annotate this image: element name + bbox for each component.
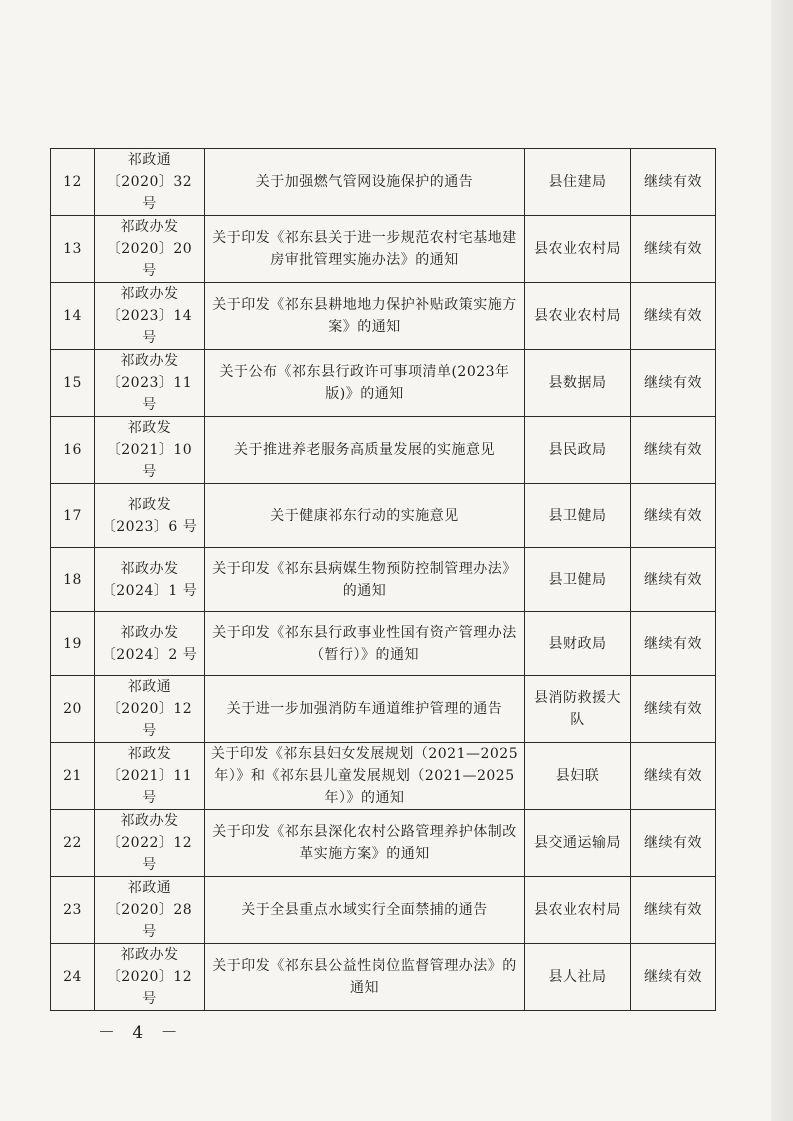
code-number: 〔2024〕2 号 [101, 646, 198, 663]
responsible-department: 县农业农村局 [525, 877, 631, 944]
document-title: 关于印发《祁东县耕地地力保护补贴政策实施方案》的通知 [205, 283, 525, 350]
document-code [95, 612, 205, 676]
code-number: 〔2022〕12 号 [106, 835, 193, 873]
code-type: 祁政发 [127, 496, 172, 513]
responsible-department: 县民政局 [525, 417, 631, 484]
document-code [95, 484, 205, 548]
code-type: 祁政办发 [120, 219, 179, 235]
row-number: 20 [51, 676, 95, 743]
row-number: 19 [51, 612, 95, 676]
document-code [95, 743, 205, 810]
validity-status: 继续有效 [631, 676, 716, 743]
responsible-department: 县交通运输局 [525, 810, 631, 877]
code-number: 〔2021〕11 号 [106, 768, 193, 806]
document-title: 关于进一步加强消防车通道维护管理的通告 [205, 676, 525, 743]
code-type: 祁政通 [127, 880, 172, 896]
document-code [95, 548, 205, 612]
row-number: 16 [51, 417, 95, 484]
document-code [95, 283, 205, 350]
code-type: 祁政发 [127, 746, 172, 762]
document-title: 关于健康祁东行动的实施意见 [205, 484, 525, 548]
code-type: 祁政通 [127, 152, 172, 168]
table-row [51, 216, 716, 283]
table-row [51, 149, 716, 216]
document-code [95, 810, 205, 877]
responsible-department: 县人社局 [525, 944, 631, 1011]
document-title: 关于全县重点水域实行全面禁捕的通告 [205, 877, 525, 944]
validity-status: 继续有效 [631, 743, 716, 810]
code-number: 〔2024〕1 号 [101, 582, 198, 599]
validity-status: 继续有效 [631, 548, 716, 612]
table-row [51, 877, 716, 944]
table-row [51, 283, 716, 350]
row-number: 17 [51, 484, 95, 548]
document-title: 关于印发《祁东县公益性岗位监督管理办法》的通知 [205, 944, 525, 1011]
responsible-department: 县消防救援大队 [525, 676, 631, 743]
row-number: 21 [51, 743, 95, 810]
code-number: 〔2020〕28 号 [106, 902, 193, 940]
code-type: 祁政办发 [120, 353, 179, 369]
document-title: 关于加强燃气管网设施保护的通告 [205, 149, 525, 216]
row-number: 14 [51, 283, 95, 350]
document-title: 关于印发《祁东县深化农村公路管理养护体制改革实施方案》的通知 [205, 810, 525, 877]
code-number: 〔2020〕32 号 [106, 174, 193, 212]
page-edge-shadow [771, 0, 793, 1121]
code-number: 〔2023〕14 号 [106, 308, 193, 346]
document-title: 关于印发《祁东县病媒生物预防控制管理办法》的通知 [205, 548, 525, 612]
responsible-department: 县住建局 [525, 149, 631, 216]
responsible-department: 县数据局 [525, 350, 631, 417]
document-list-table [50, 148, 716, 1011]
table-row [51, 944, 716, 1011]
validity-status: 继续有效 [631, 283, 716, 350]
table-row [51, 484, 716, 548]
row-number: 23 [51, 877, 95, 944]
document-code [95, 216, 205, 283]
document-code [95, 149, 205, 216]
responsible-department: 县卫健局 [525, 484, 631, 548]
document-code [95, 417, 205, 484]
document-code [95, 676, 205, 743]
code-type: 祁政发 [127, 420, 172, 436]
code-number: 〔2020〕12 号 [106, 969, 193, 1007]
document-title: 关于推进养老服务高质量发展的实施意见 [205, 417, 525, 484]
row-number: 15 [51, 350, 95, 417]
code-number: 〔2020〕12 号 [106, 701, 193, 739]
code-type: 祁政办发 [120, 624, 179, 641]
document-code [95, 877, 205, 944]
document-title: 关于印发《祁东县妇女发展规划（2021—2025年）》和《祁东县儿童发展规划（2021—2025年）》的通知 [205, 743, 525, 810]
document-title: 关于印发《祁东县行政事业性国有资产管理办法（暂行）》的通知 [205, 612, 525, 676]
table-row [51, 676, 716, 743]
validity-status: 继续有效 [631, 612, 716, 676]
table-row [51, 612, 716, 676]
responsible-department: 县农业农村局 [525, 216, 631, 283]
row-number: 22 [51, 810, 95, 877]
validity-status: 继续有效 [631, 350, 716, 417]
table-row [51, 417, 716, 484]
table-row [51, 743, 716, 810]
validity-status: 继续有效 [631, 877, 716, 944]
code-type: 祁政办发 [120, 813, 179, 829]
validity-status: 继续有效 [631, 944, 716, 1011]
validity-status: 继续有效 [631, 417, 716, 484]
document-code [95, 944, 205, 1011]
validity-status: 继续有效 [631, 216, 716, 283]
validity-status: 继续有效 [631, 484, 716, 548]
document-title: 关于印发《祁东县关于进一步规范农村宅基地建房审批管理实施办法》的通知 [205, 216, 525, 283]
code-type: 祁政通 [127, 679, 172, 695]
table-row [51, 810, 716, 877]
code-number: 〔2021〕10 号 [106, 442, 193, 480]
row-number: 24 [51, 944, 95, 1011]
code-number: 〔2023〕11 号 [106, 375, 193, 413]
code-type: 祁政办发 [120, 560, 179, 577]
code-type: 祁政办发 [120, 286, 179, 302]
responsible-department: 县农业农村局 [525, 283, 631, 350]
responsible-department: 县妇联 [525, 743, 631, 810]
validity-status: 继续有效 [631, 149, 716, 216]
responsible-department: 县卫健局 [525, 548, 631, 612]
row-number: 13 [51, 216, 95, 283]
code-type: 祁政办发 [120, 947, 179, 963]
table-row [51, 548, 716, 612]
validity-status: 继续有效 [631, 810, 716, 877]
table-row [51, 350, 716, 417]
document-title: 关于公布《祁东县行政许可事项清单(2023年版)》的通知 [205, 350, 525, 417]
row-number: 12 [51, 149, 95, 216]
code-number: 〔2023〕6 号 [101, 518, 198, 535]
row-number: 18 [51, 548, 95, 612]
document-code [95, 350, 205, 417]
responsible-department: 县财政局 [525, 612, 631, 676]
page-number: － 4 － [98, 1023, 184, 1043]
code-number: 〔2020〕20 号 [106, 241, 193, 279]
